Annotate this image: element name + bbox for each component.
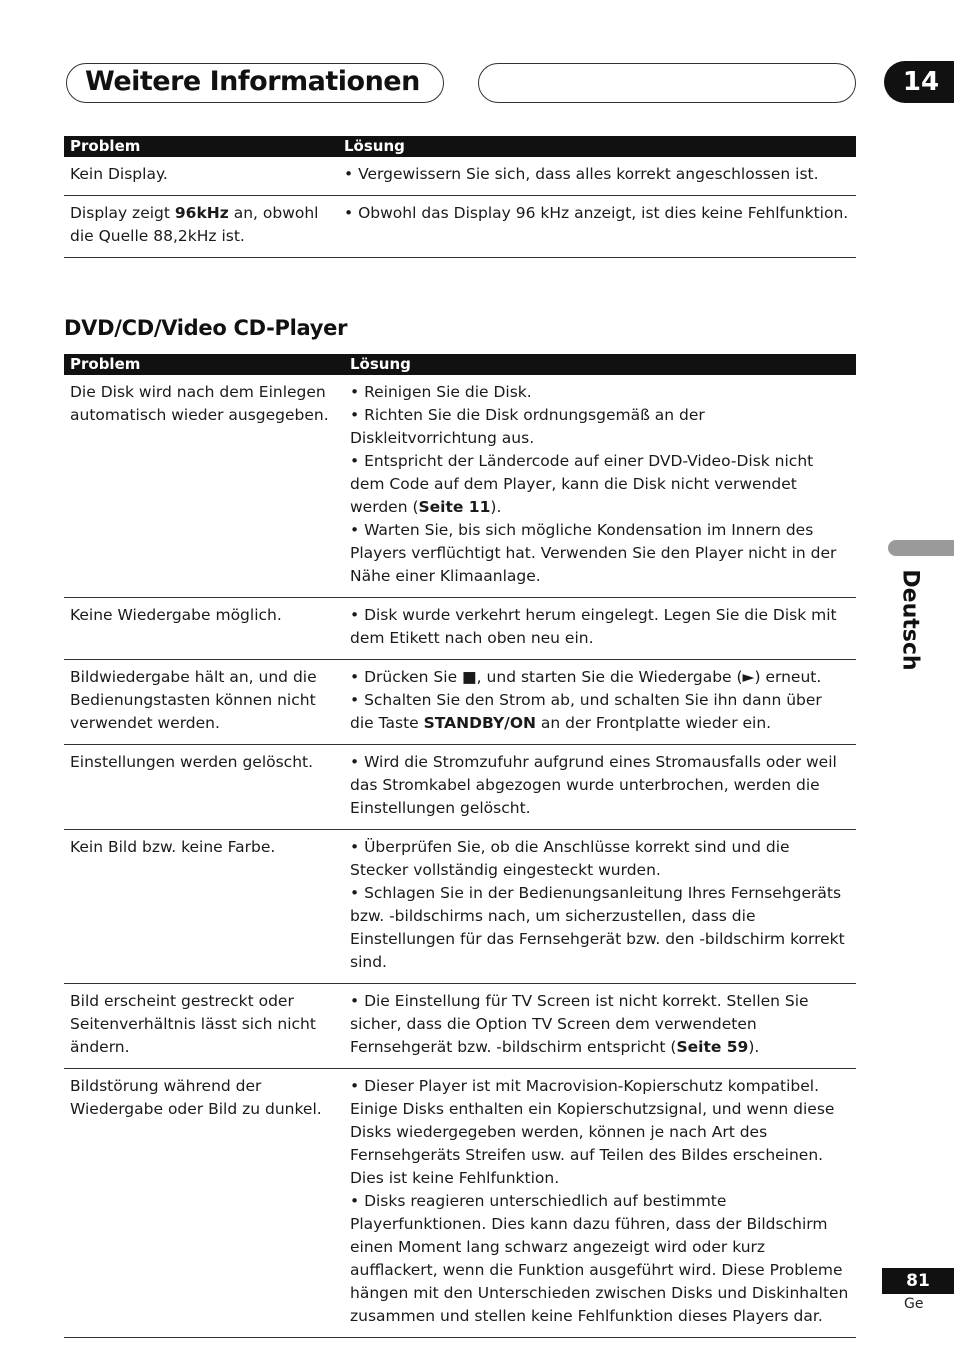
section-heading: DVD/CD/Video CD-Player [64,316,348,340]
problem-text: Kein Display. [70,165,168,183]
table-row [64,660,856,745]
problem-text: Bildstörung während der Wiedergabe oder Bild zu dunkel. [70,1077,322,1118]
solution-item [350,381,850,404]
page-number: 81 [882,1268,954,1294]
solution-item [350,519,850,588]
problem-cell [64,598,344,660]
solution-cell [338,157,856,196]
problem-cell [64,375,344,598]
table-row [64,196,856,258]
solution-item [350,666,850,689]
column-header-solution: Lösung [338,136,856,157]
troubleshooting-table-dvd-player [64,354,856,1338]
chapter-badge: 14 [884,61,954,103]
problem-cell [64,660,344,745]
solution-text: • Entspricht der Ländercode auf einer DVD-Video-Disk nicht dem Code auf dem Player, kann die Disk nicht verwendet werden ( [350,452,814,516]
header-empty-box [478,63,856,103]
solution-text: • Wird die Stromzufuhr aufgrund eines Stromausfalls oder weil das Stromkabel abgezogen wurde unterbrochen, werden die Einstellungen gelöscht. [350,753,837,817]
language-code: Ge [904,1296,924,1312]
solution-text: • Die Einstellung für TV Screen ist nicht korrekt. Stellen Sie sicher, dass die Option TV Screen dem verwendeten Fernsehgerät bzw. -bildschirm entspricht ( [350,992,809,1056]
troubleshooting-table-general [64,136,856,258]
solution-text: • Schalten Sie den Strom ab, und schalten Sie ihn dann über die Taste [350,691,822,732]
problem-cell [64,196,338,258]
language-label: Deutsch [897,569,923,671]
solution-item [350,404,850,450]
problem-text: 96kHz [174,204,229,222]
column-header-solution: Lösung [344,354,856,375]
table-header-row [64,354,856,375]
table-row [64,375,856,598]
solution-cell [344,1069,856,1338]
problem-cell [64,157,338,196]
solution-text: • Richten Sie die Disk ordnungsgemäß an der Diskleitvorrichtung aus. [350,406,705,447]
solution-cell [344,598,856,660]
table-row [64,984,856,1069]
solution-item [350,689,850,735]
solution-item [350,604,850,650]
problem-text: Display zeigt [70,204,175,222]
solution-cell [344,830,856,984]
solution-item [350,1190,850,1328]
solution-text: • Reinigen Sie die Disk. [350,383,532,401]
solution-text: • Warten Sie, bis sich mögliche Kondensation im Innern des Players verflüchtigt hat. Verwenden Sie den Player nicht in der Nähe einer Klimaanlage. [350,521,837,585]
problem-text: Die Disk wird nach dem Einlegen automatisch wieder ausgegeben. [70,383,329,424]
solution-item [344,163,850,186]
page-title: Weitere Informationen [85,66,420,97]
problem-cell [64,1069,344,1338]
solution-text: • Dieser Player ist mit Macrovision-Kopierschutz kompatibel. Einige Disks enthalten ein Kopierschutzsignal, und wenn diese Disks wiedergegeben werden, können je nach Art des Fernsehgeräts Streifen usw. auf Teilen des Bildes erscheinen. Dies ist keine Fehlfunktion. [350,1077,835,1187]
table-header-row [64,136,856,157]
table-row [64,745,856,830]
solution-text: STANDBY/ON [423,714,536,732]
solution-text: • Obwohl das Display 96 kHz anzeigt, ist dies keine Fehlfunktion. [344,204,849,222]
title-pill [66,63,444,103]
problem-text: Bild erscheint gestreckt oder Seitenverhältnis lässt sich nicht ändern. [70,992,316,1056]
table-row [64,598,856,660]
problem-text: Kein Bild bzw. keine Farbe. [70,838,276,856]
solution-cell [344,375,856,598]
solution-item [344,202,850,225]
solution-item [350,450,850,519]
table-row [64,1069,856,1338]
problem-text: Keine Wiedergabe möglich. [70,606,282,624]
solution-text: • Disks reagieren unterschiedlich auf bestimmte Playerfunktionen. Dies kann dazu führen, dass der Bildschirm einen Moment lang schwarz angezeigt wird oder kurz aufflackert, wenn die Funktion ausgeführt wird. Diese Probleme hängen mit den Unterschieden zwischen Disks und Diskinhalten zusammen und stellen keine Fehlfunktion dieses Players dar. [350,1192,849,1325]
solution-text: ). [748,1038,760,1056]
solution-item [350,990,850,1059]
problem-text: an, obwohl die Quelle 88,2kHz ist. [70,204,319,245]
solution-text: • Drücken Sie ■, und starten Sie die Wiedergabe (►) erneut. [350,668,822,686]
solution-text: • Schlagen Sie in der Bedienungsanleitung Ihres Fernsehgeräts bzw. -bildschirms nach, um sicherzustellen, dass die Einstellungen für das Fernsehgerät bzw. den -bildschirm korrekt sind. [350,884,845,971]
solution-item [350,836,850,882]
problem-text: Einstellungen werden gelöscht. [70,753,314,771]
solution-cell [344,745,856,830]
solution-text: • Disk wurde verkehrt herum eingelegt. Legen Sie die Disk mit dem Etikett nach oben neu ein. [350,606,837,647]
solution-text: • Vergewissern Sie sich, dass alles korrekt angeschlossen ist. [344,165,819,183]
solution-item [350,882,850,974]
problem-text: Bildwiedergabe hält an, und die Bedienungstasten können nicht verwendet werden. [70,668,317,732]
solution-item [350,1075,850,1190]
problem-cell [64,745,344,830]
solution-text: Seite 59 [676,1038,749,1056]
table-row [64,157,856,196]
problem-cell [64,984,344,1069]
column-header-problem: Problem [64,136,338,157]
solution-text: ). [490,498,502,516]
solution-cell [344,984,856,1069]
solution-cell [344,660,856,745]
table-row [64,830,856,984]
language-tab-marker [888,540,954,556]
solution-cell [338,196,856,258]
solution-text: Seite 11 [418,498,491,516]
solution-text: • Überprüfen Sie, ob die Anschlüsse korrekt sind und die Stecker vollständig eingesteckt wurden. [350,838,790,879]
column-header-problem: Problem [64,354,344,375]
solution-item [350,751,850,820]
problem-cell [64,830,344,984]
solution-text: an der Frontplatte wieder ein. [536,714,772,732]
